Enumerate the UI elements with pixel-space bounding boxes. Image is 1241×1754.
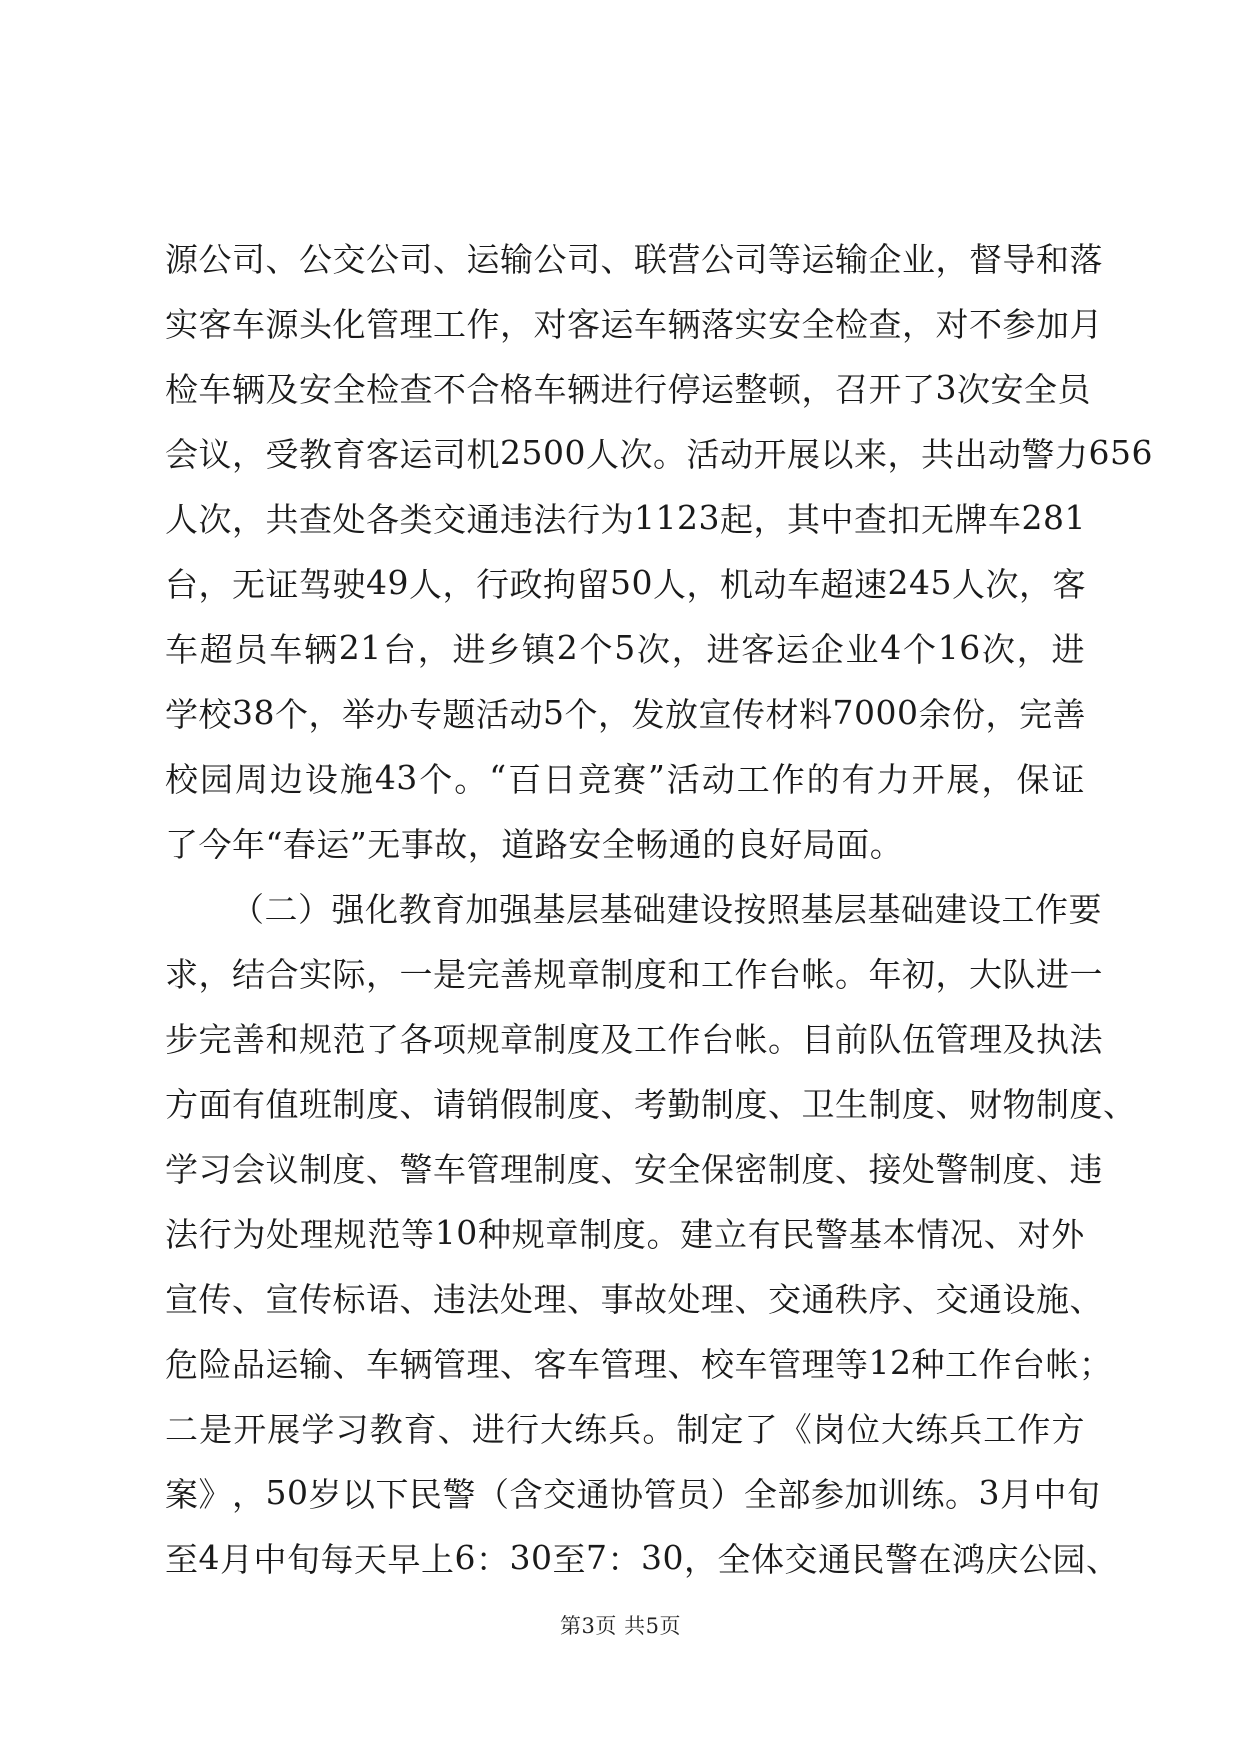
- text-line: 检 车 辆 及 安 全 检 查 不 合 格 车 辆 进 行 停 运 整 顿 ， 召 开 了 3 次 安 全 员: [165, 368, 1091, 409]
- text-line: 校 园 周 边 设 施 43 个 。 “ 百 日 竞 赛 ” 活 动 工 作 的 有 力 开 展 ， 保 证: [165, 758, 1085, 799]
- text-line: （ 二 ） 强 化 教 育 加 强 基 层 基 础 建 设 按 照 基 层 基 础 建 设 工 作 要: [231, 890, 1102, 929]
- text-line: 至 4 月 中 旬 每 天 早 上 6 ： 30 至 7 ： 30 ， 全 体 交 通 民 警 在 鸿 庆 公 园 、: [165, 1538, 1120, 1579]
- text-line: 实 客 车 源 头 化 管 理 工 作 ， 对 客 运 车 辆 落 实 安 全 检 查 ， 对 不 参 加 月: [165, 305, 1103, 344]
- text-line: 二 是 开 展 学 习 教 育 、 进 行 大 练 兵 。 制 定 了 《 岗 位 大 练 兵 工 作 方: [165, 1410, 1085, 1449]
- text-line: 步 完 善 和 规 范 了 各 项 规 章 制 度 及 工 作 台 帐 。 目 前 队 伍 管 理 及 执 法: [165, 1020, 1103, 1059]
- text-line: 危 险 品 运 输 、 车 辆 管 理 、 客 车 管 理 、 校 车 管 理 等 12 种 工 作 台 帐 ；: [165, 1343, 1113, 1384]
- text-line: 法 行 为 处 理 规 范 等 10 种 规 章 制 度 。 建 立 有 民 警 基 本 情 况 、 对 外: [165, 1213, 1085, 1254]
- text-line: 学 习 会 议 制 度 、 警 车 管 理 制 度 、 安 全 保 密 制 度 、 接 处 警 制 度 、 违: [165, 1150, 1103, 1189]
- text-line: 案 》 ， 50 岁 以 下 民 警 （ 含 交 通 协 管 员 ） 全 部 参 加 训 练 。 3 月 中 旬: [165, 1473, 1101, 1514]
- text-line: 人 次 ， 共 查 处 各 类 交 通 违 法 行 为 1123 起 ， 其 中 查 扣 无 牌 车 281: [165, 498, 1086, 539]
- text-line: 源 公 司 、 公 交 公 司 、 运 输 公 司 、 联 营 公 司 等 运 输 企 业 ， 督 导 和 落: [165, 240, 1103, 279]
- text-line: 会 议 ， 受 教 育 客 运 司 机 2500 人 次 。 活 动 开 展 以 来 ， 共 出 动 警 力 656: [165, 433, 1153, 474]
- text-line: 宣 传 、 宣 传 标 语 、 违 法 处 理 、 事 故 处 理 、 交 通 秩 序 、 交 通 设 施 、: [165, 1280, 1103, 1319]
- text-line: 台 ， 无 证 驾 驶 49 人 ， 行 政 拘 留 50 人 ， 机 动 车 超 速 245 人 次 ， 客: [165, 563, 1086, 604]
- text-line: 学 校 38 个 ， 举 办 专 题 活 动 5 个 ， 发 放 宣 传 材 料 7000 余 份 ， 完 善: [165, 693, 1086, 734]
- body-text: [165, 225, 1153, 1590]
- text-line: 车 超 员 车 辆 21 台 ， 进 乡 镇 2 个 5 次 ， 进 客 运 企 业 4 个 16 次 ， 进: [165, 628, 1085, 669]
- page-footer: 第3页 共5页: [560, 1614, 681, 1638]
- text-line: 了今年“春运”无事故，道路安全畅通的良好局面。: [165, 825, 904, 864]
- text-line: 求 ， 结 合 实 际 ， 一 是 完 善 规 章 制 度 和 工 作 台 帐 。 年 初 ， 大 队 进 一: [165, 955, 1103, 994]
- text-line: 方 面 有 值 班 制 度 、 请 销 假 制 度 、 考 勤 制 度 、 卫 生 制 度 、 财 物 制 度 、: [165, 1085, 1137, 1124]
